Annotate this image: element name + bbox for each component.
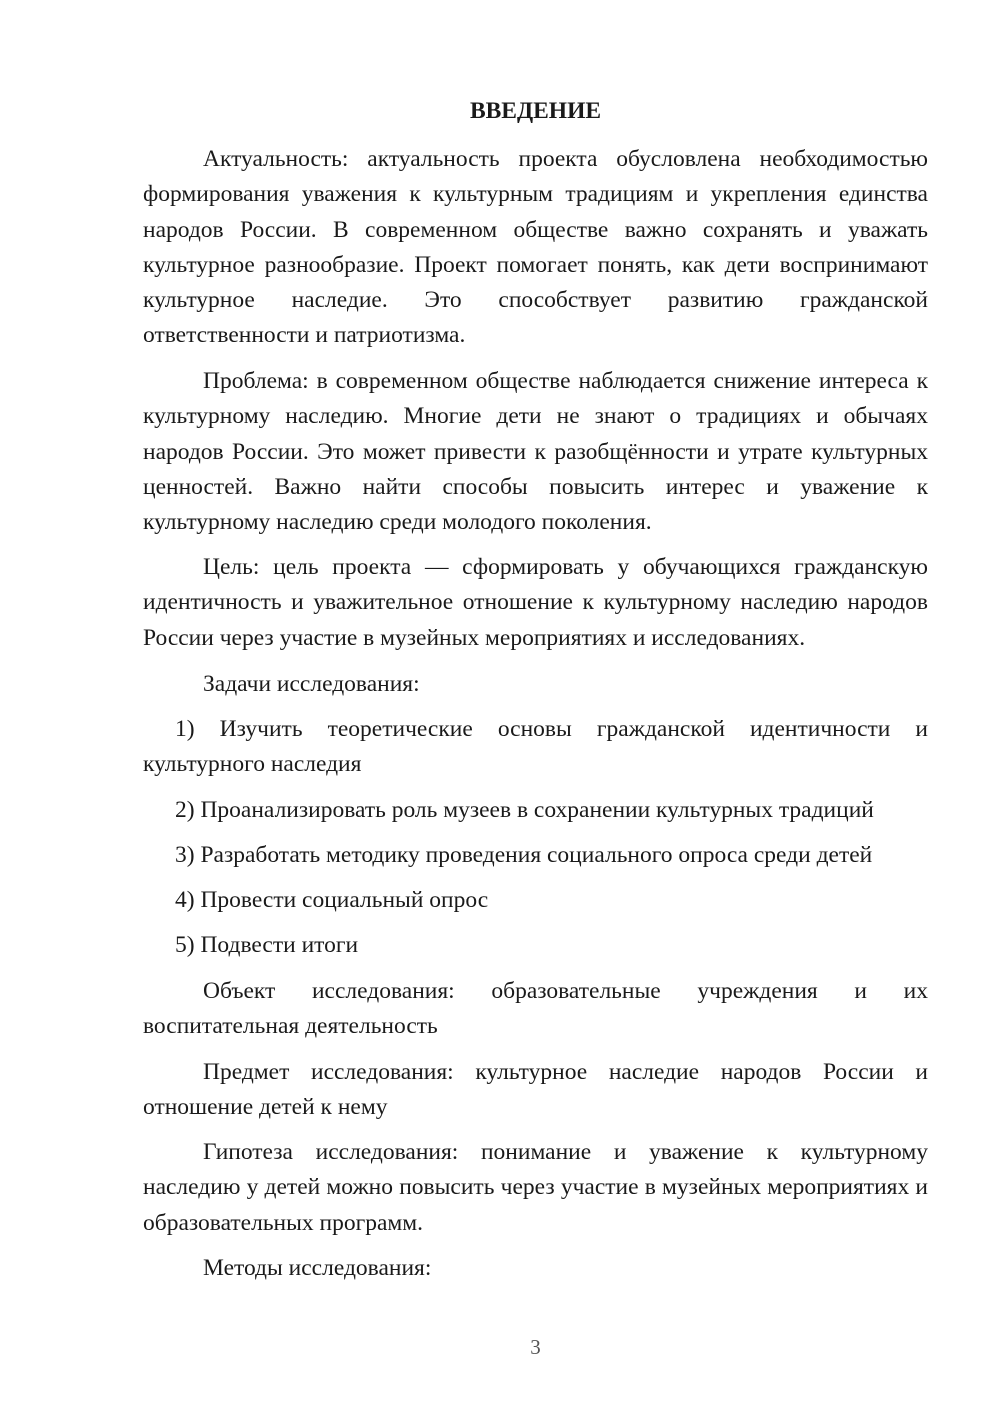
document-page: [143, 0, 928, 1414]
paragraph-subject: Предмет исследования: культурное наследие народов России и отношение детей к нему: [143, 1059, 928, 1121]
paragraph-relevance: Актуальность: актуальность проекта обусловлена необходимостью формирования уважения к культурным традициям и укрепления единства народов России. В современном обществе важно сохранять и уважать культурное разнообразие. Проект помогает понять, как дети воспринимают культурное наследие. Это способствует развитию гражданской ответственности и патриотизма.: [143, 146, 928, 349]
task-item-2: 2) Проанализировать роль музеев в сохранении культурных традиций: [175, 797, 874, 823]
task-item-4: 4) Провести социальный опрос: [175, 887, 489, 913]
paragraph-object: Объект исследования: образовательные учреждения и их воспитательная деятельность: [143, 978, 928, 1040]
task-item-1: 1) Изучить теоретические основы гражданской идентичности и культурного наследия: [143, 716, 928, 778]
section-title: ВВЕДЕНИЕ: [469, 98, 602, 124]
task-item-5: 5) Подвести итоги: [175, 932, 359, 958]
task-item-3: 3) Разработать методику проведения социального опроса среди детей: [175, 842, 873, 868]
paragraph-hypothesis: Гипотеза исследования: понимание и уважение к культурному наследию у детей можно повысить через участие в музейных мероприятиях и образовательных программ.: [143, 1139, 928, 1236]
paragraph-problem: Проблема: в современном обществе наблюдается снижение интереса к культурному наследию. Многие дети не знают о традициях и обычаях народов России. Это может привести к разобщённости и утрате культурных ценностей. Важно найти способы повысить интерес и уважение к культурному наследию среди молодого поколения.: [143, 368, 928, 536]
page-number: 3: [530, 1335, 541, 1359]
methods-heading: Методы исследования:: [203, 1255, 432, 1281]
tasks-heading: Задачи исследования:: [203, 671, 420, 697]
paragraph-goal: Цель: цель проекта — сформировать у обучающихся гражданскую идентичность и уважительное отношение к культурному наследию народов России через участие в музейных мероприятиях и исследованиях.: [143, 554, 928, 651]
